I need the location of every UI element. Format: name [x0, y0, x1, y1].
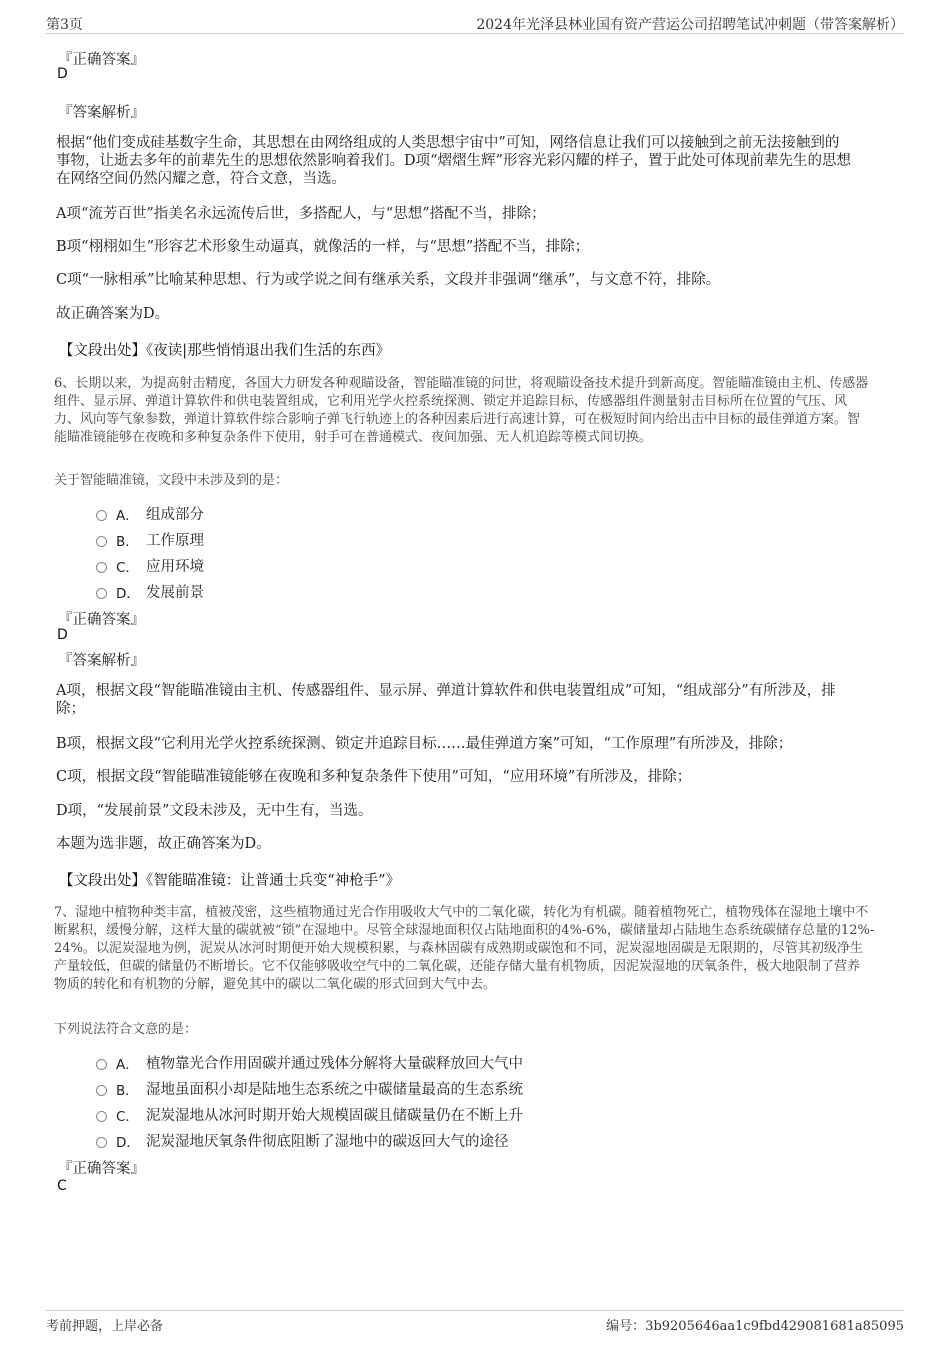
option-letter: C．	[116, 1108, 139, 1125]
source-citation: 【文段出处】《夜读|那些悄悄退出我们生活的东西》	[59, 343, 391, 359]
option-text: 工作原理	[146, 533, 204, 549]
footer-slogan: 考前押题，上岸必备	[46, 1319, 164, 1334]
explanation-line: 事物，让逝去多年的前辈先生的思想依然影响着我们。D项“熠熠生辉”形容光彩闪耀的样子，置于此处可体现前辈先生的思想	[56, 153, 851, 169]
page-number: 第3页	[46, 17, 83, 33]
passage-line: 断累积，缓慢分解，这样大量的碳就被“锁”在湿地中。尽管全球湿地面积仅占陆地面积的4%-6%，碳储量却占陆地生态系统碳储存总量的12%-	[54, 923, 875, 938]
passage-line: 力、风向等气象参数，弹道计算软件综合影响子弹飞行轨迹上的各种因素后进行高速计算，可在极短时间内给出击中目标的最佳弹道方案。智	[54, 412, 861, 427]
radio-icon[interactable]	[96, 1137, 107, 1148]
analysis-line: 除；	[56, 701, 85, 717]
option-letter: A．	[116, 1056, 139, 1073]
footer-divider	[46, 1310, 904, 1311]
radio-icon[interactable]	[96, 1059, 107, 1070]
option-a[interactable]	[96, 503, 204, 524]
option-text: 应用环境	[146, 559, 204, 575]
option-d-analysis: D项，“发展前景”文段未涉及，无中生有，当选。	[56, 803, 373, 819]
option-c[interactable]	[96, 1104, 523, 1125]
option-c-analysis: C项，根据文段“智能瞄准镜能够在夜晚和多种复杂条件下使用”可知，“应用环境”有所涉及，排除；	[56, 769, 692, 785]
document-title: 2024年光泽县林业国有资产营运公司招聘笔试冲刺题（带答案解析）	[476, 17, 904, 33]
passage-line: 6、长期以来，为提高射击精度，各国大力研发各种观瞄设备，智能瞄准镜的问世，将观瞄设备技术提升到新高度。智能瞄准镜由主机、传感器	[54, 376, 869, 391]
option-a-analysis	[56, 682, 896, 718]
explanation-line: 根据“他们变成硅基数字生命，其思想在由网络组成的人类思想宇宙中”可知，网络信息让我们可以接触到之前无法接触到的	[56, 135, 840, 151]
explanation-paragraph	[56, 134, 896, 188]
radio-icon[interactable]	[96, 510, 107, 521]
source-citation: 【文段出处】《智能瞄准镜：让普通士兵变“神枪手”》	[59, 873, 401, 889]
radio-icon[interactable]	[96, 562, 107, 573]
option-text: 发展前景	[146, 585, 204, 601]
question-prompt: 关于智能瞄准镜，文段中未涉及到的是：	[54, 473, 289, 488]
option-d[interactable]	[96, 581, 204, 602]
option-a[interactable]	[96, 1052, 523, 1073]
conclusion: 故正确答案为D。	[56, 306, 170, 322]
option-text: 组成部分	[146, 507, 204, 523]
explanation-label: 『答案解析』	[58, 105, 145, 121]
option-text: 植物靠光合作用固碳并通过残体分解将大量碳释放回大气中	[146, 1056, 523, 1072]
passage-line: 24%。以泥炭湿地为例，泥炭从冰河时期便开始大规模积累，与森林固碳有成熟期或碳饱和不同，泥炭湿地固碳是无限期的，尽管其初级净生	[54, 941, 863, 956]
option-d[interactable]	[96, 1130, 509, 1151]
option-b-analysis: B项“栩栩如生”形容艺术形象生动逼真，就像活的一样，与“思想”搭配不当，排除；	[56, 239, 590, 255]
correct-answer-label: 『正确答案』	[58, 1161, 145, 1177]
option-b[interactable]	[96, 1078, 523, 1099]
option-text: 泥炭湿地从冰河时期开始大规模固碳且储碳量仍在不断上升	[146, 1108, 523, 1124]
correct-answer-label: 『正确答案』	[58, 612, 145, 628]
option-letter: D．	[116, 585, 140, 602]
option-b-analysis: B项，根据文段“它利用光学火控系统探测、锁定并追踪目标……最佳弹道方案”可知，“工作原理”有所涉及，排除；	[56, 736, 793, 752]
option-letter: C．	[116, 559, 139, 576]
option-letter: D．	[116, 1134, 140, 1151]
passage-line: 能瞄准镜能够在夜晚和多种复杂条件下使用，射手可在普通模式、夜间加强、无人机追踪等模式间切换。	[54, 430, 653, 445]
explanation-label: 『答案解析』	[58, 653, 145, 669]
header-divider	[46, 33, 904, 34]
passage-line: 组件、显示屏、弹道计算软件和供电装置组成，它利用光学火控系统探测、锁定并追踪目标，传感器组件测量射击目标所在位置的气压、风	[54, 394, 848, 409]
explanation-line: 在网络空间仍然闪耀之意，符合文意，当选。	[56, 171, 346, 187]
passage-line: 7、湿地中植物种类丰富，植被茂密，这些植物通过光合作用吸收大气中的二氧化碳，转化为有机碳。随着植物死亡，植物残体在湿地土壤中不	[54, 905, 869, 920]
correct-answer-value: C	[57, 1178, 67, 1194]
radio-icon[interactable]	[96, 1111, 107, 1122]
passage-line: 产量较低，但碳的储量仍不断增长。它不仅能够吸收空气中的二氧化碳，还能存储大量有机物质，因泥炭湿地的厌氧条件，极大地限制了营养	[54, 959, 861, 974]
option-letter: B．	[116, 533, 139, 550]
analysis-line: A项，根据文段“智能瞄准镜由主机、传感器组件、显示屏、弹道计算软件和供电装置组成”可知，“组成部分”有所涉及，排	[56, 683, 836, 699]
question-passage	[54, 375, 896, 447]
radio-icon[interactable]	[96, 588, 107, 599]
correct-answer-label: 『正确答案』	[58, 52, 145, 68]
option-a-analysis: A项“流芳百世”指美名永远流传后世，多搭配人，与“思想”搭配不当，排除；	[56, 206, 546, 222]
option-text: 湿地虽面积小却是陆地生态系统之中碳储量最高的生态系统	[146, 1082, 523, 1098]
option-c[interactable]	[96, 555, 204, 576]
correct-answer-value: D	[57, 66, 68, 82]
radio-icon[interactable]	[96, 1085, 107, 1096]
option-b[interactable]	[96, 529, 204, 550]
document-id: 编号：3b9205646aa1c9fbd429081681a85095	[606, 1319, 904, 1334]
option-letter: B．	[116, 1082, 139, 1099]
passage-line: 物质的转化和有机物的分解，避免其中的碳以二氧化碳的形式回到大气中去。	[54, 977, 497, 992]
option-letter: A．	[116, 507, 139, 524]
option-c-analysis: C项“一脉相承”比喻某种思想、行为或学说之间有继承关系，文段并非强调“继承”，与文意不符，排除。	[56, 272, 721, 288]
radio-icon[interactable]	[96, 536, 107, 547]
correct-answer-value: D	[57, 627, 68, 643]
question-prompt: 下列说法符合文意的是：	[54, 1022, 198, 1037]
option-text: 泥炭湿地厌氧条件彻底阻断了湿地中的碳返回大气的途径	[146, 1134, 509, 1150]
question-passage	[54, 904, 896, 994]
conclusion: 本题为选非题，故正确答案为D。	[56, 836, 271, 852]
